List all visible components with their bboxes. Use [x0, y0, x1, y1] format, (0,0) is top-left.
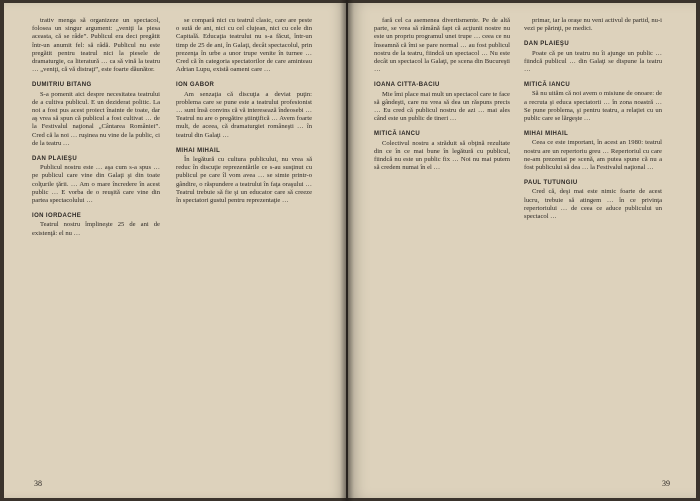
speaker-text: S-a pomenit aici despre necesitatea teatrului de a cultiva publicul. E un deziderat politic. La noi a fost pus acest proiect înainte de toate, dar aş vrea să spun că publicul a fost cultivat … de la Festivalul naţional „Cântarea României”. Cred că la noi … ruşinea nu vine de la public, ci de la teatru … [32, 90, 160, 147]
speaker-name: MIHAI MIHAIL [524, 131, 569, 138]
speaker-block [176, 81, 312, 139]
left-page-column-1 [32, 17, 160, 473]
paragraph [176, 17, 312, 74]
paragraph [32, 17, 160, 74]
speaker-name: IOANA CITTA-BACIU [374, 82, 440, 89]
paragraph-text: se compară nici cu teatrul clasic, care are peste o sută de ani, nici cu cel clujean, nici cu cele din Capitală. Educaţia teatrului nu s-a făcut, într-un timp de 25 de ani, în Galaţi, decât spectacolul, prin prezenţa în urbe a unor trupe venite în turnee … Cred că în categoria spectatorilor de care aminteau Adrian Lupu, există oameni care … [176, 17, 312, 74]
speaker-text: Am senzaţia că discuţia a deviat puţin: problema care se pune este a teatrului profesionist … sunt însă convins că vă interesează îndeosebi … Teatrul nu are o pregătire ştiinţifică … Avem foarte mult, de aceea, că dramaturgiei româneşti … în teatrul din Galaţi … [176, 90, 312, 139]
speaker-text: Colectivul nostru a străduit să obţină rezultate din ce în ce mai bune în legătură cu publicul, fiindcă nu este un public fix … Noi nu mai putem să credem numai în el … [374, 139, 510, 172]
right-page [348, 3, 696, 498]
speaker-name: DUMITRIU BITANG [32, 82, 92, 89]
speaker-name: MIHAI MIHAIL [176, 147, 221, 154]
speaker-block [524, 179, 662, 221]
speaker-text: Teatrul nostru împlineşte 25 de ani de existenţă: el nu … [32, 221, 160, 237]
page-number-right: 39 [662, 479, 670, 488]
speaker-block [176, 147, 312, 205]
speaker-block [524, 130, 662, 172]
page-number-left: 38 [34, 479, 42, 488]
speaker-block [32, 155, 160, 205]
speaker-block [32, 81, 160, 148]
speaker-name: ION IORDACHE [32, 213, 82, 220]
speaker-block [524, 40, 662, 74]
book-gutter [340, 0, 354, 501]
speaker-text: Ceea ce este important, în acest an 1980: teatrul nostru are un repertoriu greu … Repertoriul cu care ne-am prezentat pe scenă, am putea spune că nu a fost publicului să dea … la Festivalul naţional … [524, 139, 662, 172]
speaker-text: Poate că pe un teatru nu îi ajunge un public … fiindcă publicul … din Galaţi se dispune la teatru … [524, 49, 662, 74]
speaker-text: Să nu uităm că noi avem o misiune de onoare: de a recruta şi educa spectatorii … în zona noastră … Se pune problema, şi pentru teatru, a relaţiei cu un public care se lărgeşte … [524, 90, 662, 123]
speaker-name: ION GABOR [176, 82, 215, 89]
speaker-block [374, 81, 510, 123]
speaker-block [374, 130, 510, 172]
speaker-text: În legătură cu cultura publicului, nu vrea să reduc în discuţie reprezentările ce s-au susţinut cu publicul pe care îl vom avea … se simte printr-o gândire, o răspundere a teatrului în faţa oraşului … Teatrul trebuie să fie şi un educator care să creeze în spectatori gustul pentru reprezentaţie … [176, 156, 312, 205]
paragraph [524, 17, 662, 33]
right-page-column-1 [374, 17, 510, 473]
speaker-name: DAN PLAIEŞU [32, 156, 78, 163]
speaker-name: DAN PLAIEŞU [524, 41, 570, 48]
speaker-block [32, 212, 160, 238]
speaker-text: Mie îmi place mai mult un spectacol care te face să gândeşti, care nu vrea să dea un răspuns precis … Eu cred că publicul nostru de azi … mai ales când este un public de tineri … [374, 90, 510, 123]
speaker-block [524, 81, 662, 123]
right-page-column-2 [524, 17, 662, 473]
paragraph-text: fară cel ca asemenea divertismente. Pe de altă parte, se vrea să rămână fapt că acţiunii nostre nu este un propriu programul unei trupe … ceea ce nu înseamnă că îmi se pare normal … au fost publicul nostru de la teatru, fiindcă un spectacol … Nu este decât un spectacol la Galaţi, pe scena din Bucureşti … [374, 17, 510, 74]
speaker-name: MITICĂ IANCU [374, 131, 421, 138]
speaker-name: MITICĂ IANCU [524, 82, 571, 89]
left-page-column-2 [176, 17, 312, 473]
left-page [4, 3, 346, 498]
speaker-text: Cred că, deşi mai este nimic foarte de acest lucru, trebuie să atingem … în ce privinţa repertoriului … de ceea ce aduce publicului un spectacol … [524, 188, 662, 221]
paragraph-text: primar, iar la oraşe nu veni activul de partid, nu-i vezi pe părinţi, pe medici. [524, 17, 662, 33]
speaker-name: PAUL TUTUNGIU [524, 180, 578, 187]
paragraph [374, 17, 510, 74]
paragraph-text: trativ menga să organizeze un spectacol, folosea un singur argument: „veniţi la piesa aceasta, că se râde”. Publicul era deci pregătit într-un anumit fel: să râdă. Publicul nu este pregătit pentru teatrul nici la piesele de dramaturgie, ca literatură … ca să vină la teatru … „veniţi, că vă distraţi”, este foarte dăunător. [32, 17, 160, 74]
speaker-text: Publicul nostru este … aşa cum s-a spus … pe publicul care vine din Galaţi şi din toate colţurile ţării. … Am o mare încredere în acest public … E vorba de o reuşită care vine din partea spectacolului … [32, 164, 160, 205]
